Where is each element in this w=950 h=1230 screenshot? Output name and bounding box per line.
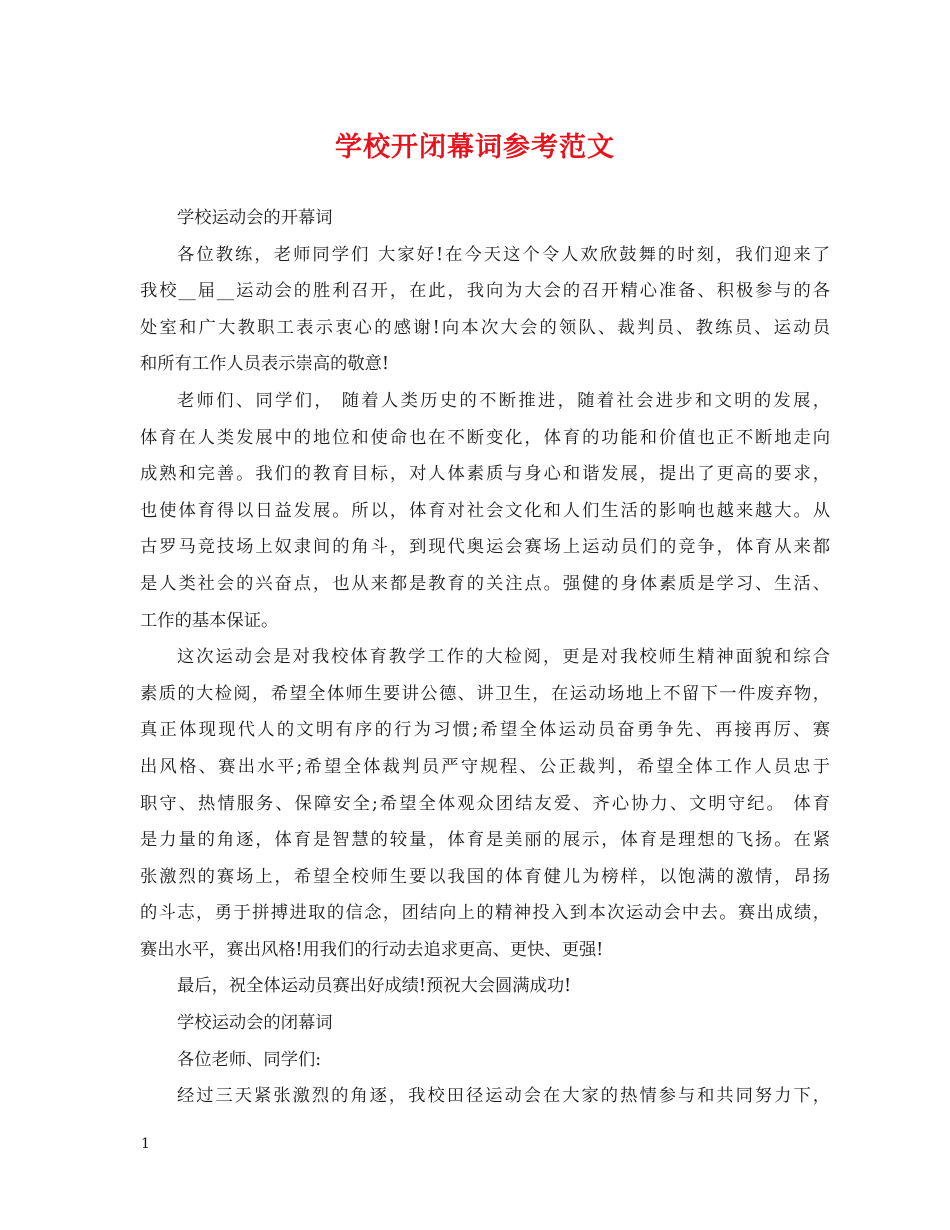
text-line: 老师们、同学们， 随着人类历史的不断推进，随着社会进步和文明的发展， <box>177 390 830 411</box>
text-line: 的斗志，勇于拼搏进取的信念，团结向上的精神投入到本次运动会中去。赛出成绩， <box>140 903 830 924</box>
text-line: 最后，祝全体运动员赛出好成绩!预祝大会圆满成功! <box>177 976 572 997</box>
text-line: 真正体现现代人的文明有序的行为习惯;希望全体运动员奋勇争先、再接再厉、赛 <box>140 720 830 741</box>
text-line: 这次运动会是对我校体育教学工作的大检阅，更是对我校师生精神面貌和综合 <box>177 647 830 668</box>
text-line: 经过三天紧张激烈的角逐，我校田径运动会在大家的热情参与和共同努力下， <box>177 1086 830 1107</box>
text-line: 职守、热情服务、保障安全;希望全体观众团结友爱、齐心协力、文明守纪。 体育 <box>140 793 830 814</box>
text-line: 工作的基本保证。 <box>140 610 279 631</box>
text-line: 我校__届__运动会的胜利召开，在此，我向为大会的召开精心准备、积极参与的各 <box>140 281 830 302</box>
text-line: 体育在人类发展中的地位和使命也在不断变化，体育的功能和价值也正不断地走向 <box>140 427 830 448</box>
text-line: 学校运动会的开幕词 <box>177 208 333 228</box>
page-number: 1 <box>141 1136 150 1152</box>
text-line: 学校运动会的闭幕词 <box>177 1013 333 1034</box>
text-line: 成熟和完善。我们的教育目标，对人体素质与身心和谐发展，提出了更高的要求， <box>140 464 830 485</box>
text-line: 是人类社会的兴奋点，也从来都是教育的关注点。强健的身体素质是学习、生活、 <box>140 573 830 594</box>
text-line: 素质的大检阅，希望全体师生要讲公德、讲卫生，在运动场地上不留下一件废弃物， <box>140 683 830 704</box>
text-line: 各位教练，老师同学们 大家好!在今天这个令人欢欣鼓舞的时刻，我们迎来了 <box>177 244 830 265</box>
text-line: 张激烈的赛场上，希望全校师生要以我国的体育健儿为榜样，以饱满的激情，昂扬 <box>140 866 830 887</box>
text-line: 各位老师、同学们: <box>177 1049 322 1070</box>
text-line: 也使体育得以日益发展。所以，体育对社会文化和人们生活的影响也越来越大。从 <box>140 500 830 521</box>
text-line: 古罗马竞技场上奴隶间的角斗，到现代奥运会赛场上运动员们的竞争，体育从来都 <box>140 537 830 558</box>
document-title: 学校开闭幕词参考范文 <box>335 132 615 163</box>
text-line: 赛出水平，赛出风格!用我们的行动去追求更高、更快、更强! <box>140 939 604 960</box>
text-line: 处室和广大教职工表示衷心的感谢!向本次大会的领队、裁判员、教练员、运动员 <box>140 317 830 338</box>
text-line: 是力量的角逐，体育是智慧的较量，体育是美丽的展示，体育是理想的飞扬。在紧 <box>140 830 830 851</box>
text-line: 出风格、赛出水平;希望全体裁判员严守规程、公正裁判，希望全体工作人员忠于 <box>140 756 830 777</box>
document-body <box>140 200 830 1115</box>
text-line: 和所有工作人员表示崇高的敬意! <box>140 354 389 375</box>
